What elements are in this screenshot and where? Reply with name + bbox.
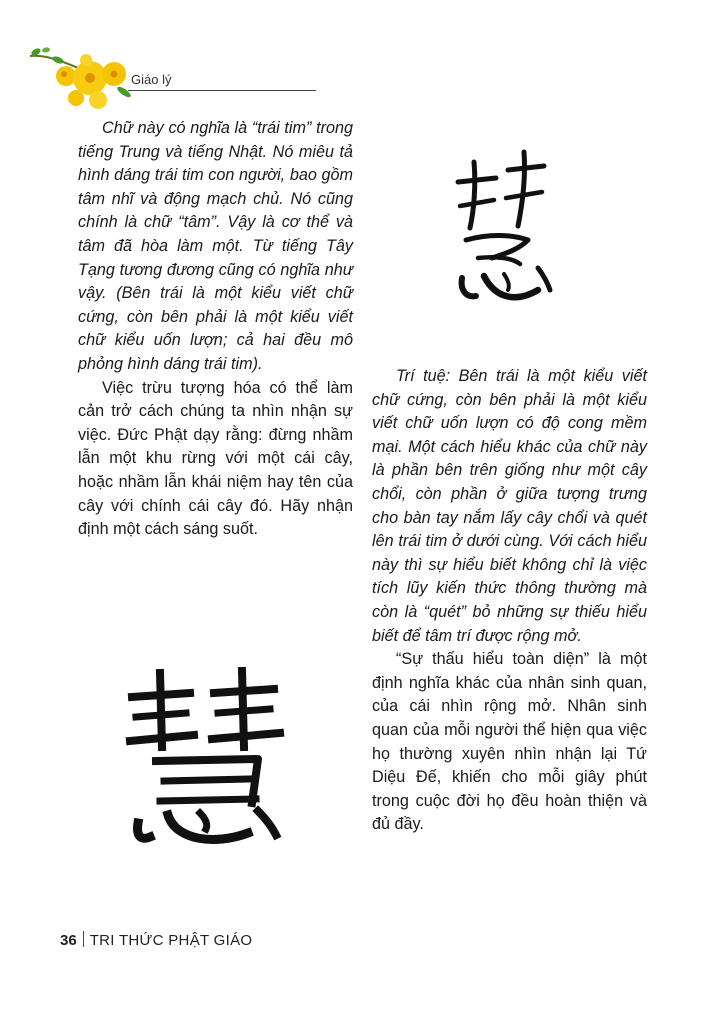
- calligraphy-cursive-wisdom-image: [448, 140, 558, 315]
- page-number: 36: [60, 932, 77, 949]
- left-column: [78, 117, 353, 542]
- apricot-blossom-icon: [28, 42, 138, 112]
- paragraph-wisdom: Trí tuệ: Bên trái là một kiểu viết chữ cứng, còn bên phải là một kiểu viết chữ uốn lượn có độ cong mềm mại. Một cách hiểu khác của chữ này là phần bên trên giống như một cây chổi, còn phần ở giữa tượng trưng cho bàn tay nắm lấy cây chổi và quét lên trái tim ở dưới cùng. Với cách hiểu này thì sự hiểu biết không chỉ là việc tích lũy kiến thức thông thường mà còn là “quét” bỏ những sự thiếu hiểu biết để tâm trí được rộng mở.: [372, 367, 647, 645]
- section-label: Giáo lý: [131, 72, 172, 87]
- right-column: [372, 365, 647, 837]
- publication-title: TRI THỨC PHẬT GIÁO: [89, 932, 253, 949]
- paragraph-heart: Chữ này có nghĩa là “trái tim” trong tiếng Trung và tiếng Nhật. Nó miêu tả hình dáng trái tim con người, bao gồm tâm nhĩ và động mạch chủ. Nó cũng chính là chữ “tâm”. Vậy là cơ thể và tâm đã hòa làm một. Từ tiếng Tây Tạng tương đương cũng có nghĩa như vậy. (Bên trái là một kiểu viết chữ cứng, còn bên phải là một kiểu viết chữ kiểu uốn lượn; cả hai đều mô phỏng hình dáng trái tim).: [78, 119, 353, 373]
- calligraphy-regular-wisdom-image: [120, 665, 290, 850]
- page-footer: [60, 931, 252, 949]
- paragraph-abstraction: Việc trừu tượng hóa có thể làm cản trở cách chúng ta nhìn nhận sự việc. Đức Phật dạy rằng: đừng nhầm lẫn một khu rừng với một cái cây, hoặc nhầm lẫn khái niệm hay tên của cây với chính cái cây đó. Hãy nhận định một cách sáng suốt.: [78, 378, 353, 539]
- paragraph-understanding: “Sự thấu hiểu toàn diện” là một định nghĩa khác của nhân sinh quan, của cái nhìn rộng mở. Nhân sinh quan của mỗi người thể hiện qua việc họ thường xuyên nhìn nhận lại Tứ Diệu Đế, khiến cho mỗi giây phút trong cuộc đời họ đều hoàn thiện và đủ đầy.: [372, 650, 647, 834]
- header-rule: [128, 90, 316, 91]
- footer-divider: [83, 931, 84, 947]
- page-header: [28, 42, 298, 112]
